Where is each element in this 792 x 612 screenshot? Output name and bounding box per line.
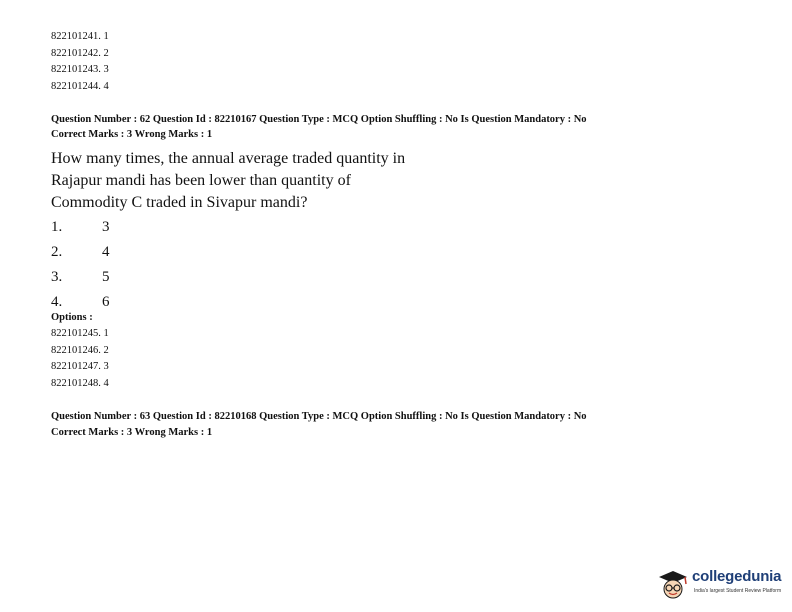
q62-option-id-2: 822101246. 2 bbox=[51, 345, 109, 356]
choice-number: 2. bbox=[51, 244, 63, 260]
q63-meta-line2: Correct Marks : 3 Wrong Marks : 1 bbox=[51, 427, 213, 438]
choice-value: 5 bbox=[102, 269, 110, 285]
q62-options-label: Options : bbox=[51, 312, 93, 323]
q62-option-id-3: 822101247. 3 bbox=[51, 361, 109, 372]
watermark-tagline: India's largest Student Review Platform bbox=[694, 588, 782, 594]
watermark-brand: collegedunia bbox=[692, 568, 782, 585]
q62-choice-2 bbox=[51, 243, 110, 261]
q62-text-line-3: Commodity C traded in Sivapur mandi? bbox=[51, 194, 308, 211]
q62-choice-1 bbox=[51, 218, 110, 236]
choice-number: 1. bbox=[51, 219, 63, 235]
prev-option-3: 822101243. 3 bbox=[51, 64, 109, 75]
q62-choice-4 bbox=[51, 293, 110, 311]
graduate-mascot-icon bbox=[656, 568, 690, 602]
prev-option-1: 822101241. 1 bbox=[51, 31, 109, 42]
q62-choice-3 bbox=[51, 268, 110, 286]
prev-option-4: 822101244. 4 bbox=[51, 81, 109, 92]
choice-value: 3 bbox=[102, 219, 110, 235]
q62-text-line-1: How many times, the annual average traded quantity in bbox=[51, 150, 406, 167]
q62-meta-line2: Correct Marks : 3 Wrong Marks : 1 bbox=[51, 129, 213, 140]
q62-option-id-1: 822101245. 1 bbox=[51, 328, 109, 339]
q62-meta-line1: Question Number : 62 Question Id : 82210167 Question Type : MCQ Option Shuffling : No Is Question Mandatory : No bbox=[51, 114, 587, 125]
choice-number: 3. bbox=[51, 269, 63, 285]
q63-meta-line1: Question Number : 63 Question Id : 82210168 Question Type : MCQ Option Shuffling : No Is Question Mandatory : No bbox=[51, 411, 587, 422]
q62-option-id-4: 822101248. 4 bbox=[51, 378, 109, 389]
collegedunia-watermark bbox=[656, 564, 788, 604]
choice-value: 6 bbox=[102, 294, 110, 310]
choice-number: 4. bbox=[51, 294, 63, 310]
choice-value: 4 bbox=[102, 244, 110, 260]
q62-question-text bbox=[51, 148, 405, 214]
prev-option-2: 822101242. 2 bbox=[51, 48, 109, 59]
q62-text-line-2: Rajapur mandi has been lower than quantity of bbox=[51, 172, 351, 189]
